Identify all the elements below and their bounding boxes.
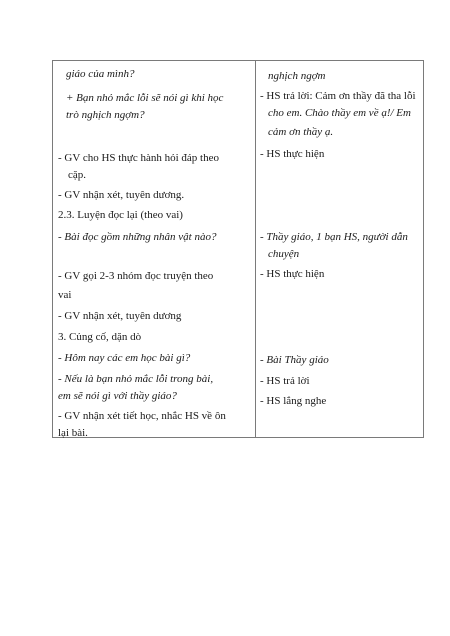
left-line-15: em sẽ nói gì với thầy giáo? [58, 390, 177, 402]
left-line-5: cặp. [68, 169, 87, 181]
right-line-7: chuyện [268, 248, 300, 260]
right-line-10: - HS trả lời [260, 375, 310, 387]
right-line-6: - Thầy giáo, 1 bạn HS, người dẫn [260, 231, 408, 243]
left-line-14: - Nếu là bạn nhỏ mắc lỗi trong bài, [58, 373, 214, 385]
left-line-13: - Hôm nay các em học bài gì? [58, 352, 191, 364]
right-line-8: - HS thực hiện [260, 268, 325, 280]
left-line-3: trò nghịch ngợm? [66, 109, 145, 121]
left-line-10: vai [58, 289, 72, 301]
right-line-4: cảm ơn thầy ạ. [268, 126, 334, 138]
right-line-2: - HS trả lời: Cảm ơn thầy đã tha lỗi [260, 90, 416, 102]
left-line-6: - GV nhận xét, tuyên dương. [58, 189, 185, 201]
left-line-2: + Bạn nhỏ mắc lỗi sẽ nói gì khi học [66, 92, 224, 104]
right-line-11: - HS lắng nghe [260, 395, 327, 407]
column-divider [255, 60, 256, 438]
right-line-1: nghịch ngợm [268, 70, 326, 82]
left-line-11: - GV nhận xét, tuyên dương [58, 310, 182, 322]
left-line-17: lại bài. [58, 427, 88, 439]
section-heading-reading: 2.3. Luyện đọc lại (theo vai) [58, 209, 183, 221]
right-line-3: cho em. Chào thầy em về ạ!/ Em [268, 107, 411, 119]
left-line-16: - GV nhận xét tiết học, nhắc HS về ôn [58, 410, 226, 422]
right-line-9: - Bài Thầy giáo [260, 354, 329, 366]
left-line-8: - Bài đọc gồm những nhân vật nào? [58, 231, 217, 243]
section-heading-review: 3. Củng cố, dặn dò [58, 331, 142, 343]
left-line-4: - GV cho HS thực hành hỏi đáp theo [58, 152, 219, 164]
right-line-5: - HS thực hiện [260, 148, 325, 160]
left-line-1: giáo của mình? [66, 68, 135, 80]
left-line-9: - GV gọi 2-3 nhóm đọc truyện theo [58, 270, 214, 282]
